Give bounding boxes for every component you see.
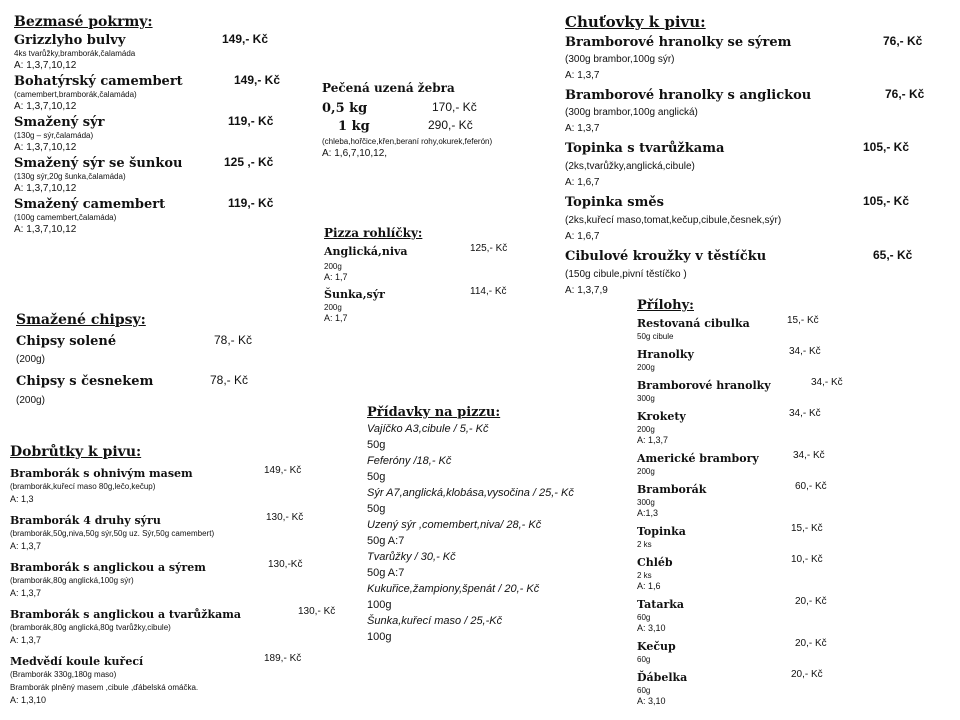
item-weight: 2 ks bbox=[637, 571, 652, 580]
item-name: Šunka,sýr bbox=[324, 288, 385, 301]
item-price: 119,- Kč bbox=[228, 196, 274, 210]
item-allergens: A: 1,3,7 bbox=[10, 635, 42, 645]
item-allergens: A: 1,3,7 bbox=[10, 588, 42, 598]
item-name: Restovaná cibulka bbox=[637, 317, 750, 330]
menu-item bbox=[637, 449, 937, 477]
item-desc: (bramborák,kuřecí maso 80g,lečo,kečup) bbox=[10, 482, 156, 491]
item-price: 65,- Kč bbox=[873, 248, 913, 262]
item-name: Bramborák 4 druhy sýru bbox=[10, 514, 161, 527]
item-desc: (130g – sýr,čalamáda) bbox=[14, 131, 94, 140]
item-price: 130,- Kč bbox=[298, 606, 336, 617]
item-allergens: A: 1,3 bbox=[10, 494, 34, 504]
item-name: Bohatýrský camembert bbox=[14, 74, 183, 89]
item-price: 76,- Kč bbox=[883, 34, 923, 48]
item-allergens: A: 1,3,7,10,12 bbox=[14, 142, 77, 153]
item-price: 290,- Kč bbox=[428, 118, 473, 132]
item-price: 34,- Kč bbox=[789, 408, 821, 419]
menu-item bbox=[637, 595, 937, 634]
item-allergens: A: 1,3,7 bbox=[565, 123, 600, 134]
pizza-extras-section bbox=[367, 404, 617, 645]
item-price: 15,- Kč bbox=[791, 523, 823, 534]
menu-item bbox=[565, 139, 945, 189]
item-allergens: A: 1,3,7 bbox=[637, 435, 669, 445]
item-allergens: A: 1,3,10 bbox=[10, 695, 47, 705]
menu-item bbox=[324, 242, 554, 283]
item-allergens: A: 1,3,7,9 bbox=[565, 285, 608, 296]
item-price: 34,- Kč bbox=[811, 377, 843, 388]
item-name: 1 kg bbox=[338, 119, 370, 134]
item-name: Americké brambory bbox=[637, 452, 759, 465]
item-name: Krokety bbox=[637, 410, 686, 423]
item-name: Grizzlyho bulvy bbox=[14, 33, 126, 48]
item-allergens: A: 1,3,7,10,12 bbox=[14, 101, 77, 112]
item-price: 60,- Kč bbox=[795, 481, 827, 492]
item-price: 78,- Kč bbox=[210, 373, 249, 387]
item-price: 149,- Kč bbox=[234, 73, 281, 87]
item-name: Tatarka bbox=[637, 598, 685, 611]
item-price: 130,- Kč bbox=[266, 512, 304, 523]
menu-item bbox=[14, 113, 314, 154]
item-name: 0,5 kg bbox=[322, 101, 368, 116]
menu-item bbox=[637, 522, 937, 550]
item-desc: (150g cibule,pivní těstíčko ) bbox=[565, 269, 687, 280]
item-name: Chipsy s česnekem bbox=[16, 374, 154, 389]
item-name: Topinka bbox=[637, 525, 686, 538]
item-price: 20,- Kč bbox=[795, 596, 827, 607]
item-allergens: A: 1,7 bbox=[324, 272, 348, 282]
menu-item bbox=[637, 480, 937, 519]
item-allergens: A: 1,6,7 bbox=[565, 231, 600, 242]
item-weight: 60g bbox=[637, 655, 651, 664]
item-price: 76,- Kč bbox=[885, 87, 925, 101]
item-weight: 200g bbox=[324, 303, 342, 312]
item-name: Medvědí koule kuřecí bbox=[10, 655, 144, 668]
item-desc: (bramborák,80g anglická,80g tvarůžky,cibule) bbox=[10, 623, 171, 632]
item-weight: 60g bbox=[637, 686, 651, 695]
menu-item bbox=[14, 31, 314, 72]
item-desc: (bramborák,80g anglická,100g sýr) bbox=[10, 576, 134, 585]
item-name: Bramborové hranolky bbox=[637, 379, 771, 392]
extra-name: Uzený sýr ,comembert,niva/ 28,- Kč bbox=[367, 519, 542, 531]
meatless-title: Bezmasé pokrmy: bbox=[14, 14, 153, 30]
item-desc: (Bramborák 330g,180g maso) bbox=[10, 670, 117, 679]
beer-snacks-section bbox=[565, 14, 945, 297]
extra-weight: 50g bbox=[367, 439, 386, 451]
menu-item bbox=[10, 511, 340, 552]
item-desc-extra: Bramborák plněný masem ,cibule ,ďábelská omáčka. bbox=[10, 683, 199, 692]
extra-weight: 100g bbox=[367, 599, 392, 611]
ribs-allergens: A: 1,6,7,10,12, bbox=[322, 148, 388, 159]
item-allergens: A: 1,7 bbox=[324, 313, 348, 323]
item-name: Bramborové hranolky se sýrem bbox=[565, 35, 792, 50]
item-price: 10,- Kč bbox=[791, 554, 823, 565]
ribs-section bbox=[322, 80, 562, 160]
menu-item bbox=[14, 195, 314, 236]
item-weight: 200g bbox=[637, 467, 655, 476]
item-name: Smažený sýr se šunkou bbox=[14, 156, 183, 171]
item-price: 20,- Kč bbox=[791, 669, 823, 680]
item-name: Bramborové hranolky s anglickou bbox=[565, 88, 812, 103]
item-price: 34,- Kč bbox=[789, 346, 821, 357]
item-allergens: A: 1,3,7,10,12 bbox=[14, 183, 77, 194]
item-desc: (bramborák,50g,niva,50g sýr,50g uz. Sýr,50g camembert) bbox=[10, 529, 215, 538]
menu-item bbox=[10, 605, 340, 646]
menu-item bbox=[565, 247, 945, 297]
ribs-desc: (chleba,hořčice,křen,beraní rohy,okurek,feferón) bbox=[322, 137, 493, 146]
menu-item bbox=[637, 668, 937, 707]
item-desc: 4ks tvarůžky,bramborák,čalamáda bbox=[14, 49, 136, 58]
item-desc: (2ks,kuřecí maso,tomat,kečup,cibule,česnek,sýr) bbox=[565, 215, 782, 226]
item-price: 125,- Kč bbox=[470, 243, 508, 254]
item-name: Topinka s tvarůžkama bbox=[565, 141, 725, 156]
menu-item bbox=[324, 285, 554, 324]
item-price: 114,- Kč bbox=[470, 286, 507, 297]
menu-item bbox=[14, 154, 314, 195]
menu-item bbox=[565, 193, 945, 243]
extra-name: Feferóny /18,- Kč bbox=[367, 455, 452, 467]
ribs-title: Pečená uzená žebra bbox=[322, 81, 455, 95]
item-name: Chipsy solené bbox=[16, 334, 117, 349]
item-allergens: A:1,3 bbox=[637, 508, 659, 518]
item-allergens: A: 1,3,7 bbox=[565, 70, 600, 81]
menu-item bbox=[637, 345, 937, 373]
item-weight: 50g cibule bbox=[637, 332, 674, 341]
item-desc: (130g sýr,20g šunka,čalamáda) bbox=[14, 172, 126, 181]
extra-weight: 50g A:7 bbox=[367, 535, 405, 547]
item-price: 149,- Kč bbox=[222, 32, 269, 46]
item-weight: 60g bbox=[637, 613, 651, 622]
menu-item bbox=[637, 376, 937, 404]
menu-item bbox=[565, 86, 945, 135]
extra-name: Tvarůžky / 30,- Kč bbox=[367, 551, 456, 563]
item-weight: (200g) bbox=[16, 395, 45, 406]
item-allergens: A: 3,10 bbox=[637, 696, 666, 706]
item-desc: (100g camembert,čalamáda) bbox=[14, 213, 117, 222]
pizza-rolls-section bbox=[324, 225, 554, 324]
chips-section bbox=[16, 312, 296, 407]
item-name: Bramborák s anglickou a sýrem bbox=[10, 561, 206, 574]
item-weight: 200g bbox=[637, 425, 655, 434]
item-price: 130,-Kč bbox=[268, 559, 303, 570]
menu-item bbox=[16, 372, 296, 407]
item-desc: (camembert,bramborák,čalamáda) bbox=[14, 90, 137, 99]
item-allergens: A: 1,3,7,10,12 bbox=[14, 60, 77, 71]
item-name: Smažený camembert bbox=[14, 197, 166, 212]
menu-item bbox=[16, 332, 296, 366]
extra-weight: 100g bbox=[367, 631, 392, 643]
menu-item bbox=[10, 558, 340, 599]
item-desc: (300g brambor,100g sýr) bbox=[565, 54, 675, 65]
menu-item bbox=[637, 637, 937, 665]
item-price: 15,- Kč bbox=[787, 315, 819, 326]
menu-item bbox=[637, 407, 937, 446]
menu-item bbox=[10, 652, 340, 706]
item-weight: 300g bbox=[637, 498, 655, 507]
extra-name: Šunka,kuřecí maso / 25,-Kč bbox=[367, 615, 503, 627]
menu-item bbox=[14, 72, 314, 113]
item-price: 189,- Kč bbox=[264, 653, 302, 664]
sides-section bbox=[637, 297, 937, 707]
item-price: 170,- Kč bbox=[432, 100, 477, 114]
treats-section bbox=[10, 444, 340, 706]
menu-item bbox=[322, 99, 562, 117]
item-name: Kečup bbox=[637, 640, 676, 653]
menu-item bbox=[10, 464, 340, 505]
item-name: Topinka směs bbox=[565, 195, 664, 210]
item-allergens: A: 3,10 bbox=[637, 623, 666, 633]
item-name: Cibulové kroužky v těstíčku bbox=[565, 249, 767, 264]
item-price: 149,- Kč bbox=[264, 465, 302, 476]
pizza-extras-title: Přídavky na pizzu: bbox=[367, 405, 501, 420]
extra-weight: 50g bbox=[367, 471, 386, 483]
item-desc: (300g brambor,100g anglická) bbox=[565, 107, 698, 118]
extra-name: Sýr A7,anglická,klobása,vysočina / 25,- Kč bbox=[367, 487, 574, 499]
item-name: Bramborák bbox=[637, 483, 707, 496]
menu-item bbox=[637, 314, 937, 342]
item-name: Bramborák s ohnivým masem bbox=[10, 467, 193, 480]
extra-name: Kukuřice,žampiony,špenát / 20,- Kč bbox=[367, 583, 540, 595]
menu-item bbox=[565, 33, 945, 82]
extra-weight: 50g bbox=[367, 503, 386, 515]
item-allergens: A: 1,3,7,10,12 bbox=[14, 224, 77, 235]
item-name: Hranolky bbox=[637, 348, 694, 361]
item-desc: (2ks,tvarůžky,anglická,cibule) bbox=[565, 161, 695, 172]
item-weight: (200g) bbox=[16, 354, 45, 365]
item-price: 119,- Kč bbox=[228, 114, 274, 128]
sides-title: Přílohy: bbox=[637, 298, 694, 313]
chips-title: Smažené chipsy: bbox=[16, 312, 146, 328]
item-weight: 200g bbox=[637, 363, 655, 372]
item-name: Ďábelka bbox=[637, 671, 688, 684]
item-weight: 300g bbox=[637, 394, 655, 403]
item-name: Bramborák s anglickou a tvarůžkama bbox=[10, 608, 242, 621]
extra-name: Vajíčko A3,cibule / 5,- Kč bbox=[367, 423, 489, 435]
item-price: 20,- Kč bbox=[795, 638, 827, 649]
extra-weight: 50g A:7 bbox=[367, 567, 405, 579]
item-price: 105,- Kč bbox=[863, 140, 910, 154]
menu-item bbox=[322, 117, 562, 135]
item-price: 105,- Kč bbox=[863, 194, 910, 208]
item-name: Chléb bbox=[637, 556, 673, 569]
item-price: 34,- Kč bbox=[793, 450, 825, 461]
item-weight: 200g bbox=[324, 262, 342, 271]
item-allergens: A: 1,6 bbox=[637, 581, 661, 591]
item-price: 125 ,- Kč bbox=[224, 155, 274, 169]
item-name: Smažený sýr bbox=[14, 115, 105, 130]
item-allergens: A: 1,3,7 bbox=[10, 541, 42, 551]
item-name: Anglická,niva bbox=[324, 245, 408, 258]
beer-snacks-title: Chuťovky k pivu: bbox=[565, 13, 706, 31]
pizza-rolls-title: Pizza rohlíčky: bbox=[324, 226, 423, 240]
menu-item bbox=[637, 553, 937, 592]
item-weight: 2 ks bbox=[637, 540, 652, 549]
item-allergens: A: 1,6,7 bbox=[565, 177, 600, 188]
meatless-section bbox=[14, 14, 314, 236]
treats-title: Dobrůtky k pivu: bbox=[10, 444, 142, 460]
item-price: 78,- Kč bbox=[214, 333, 253, 347]
